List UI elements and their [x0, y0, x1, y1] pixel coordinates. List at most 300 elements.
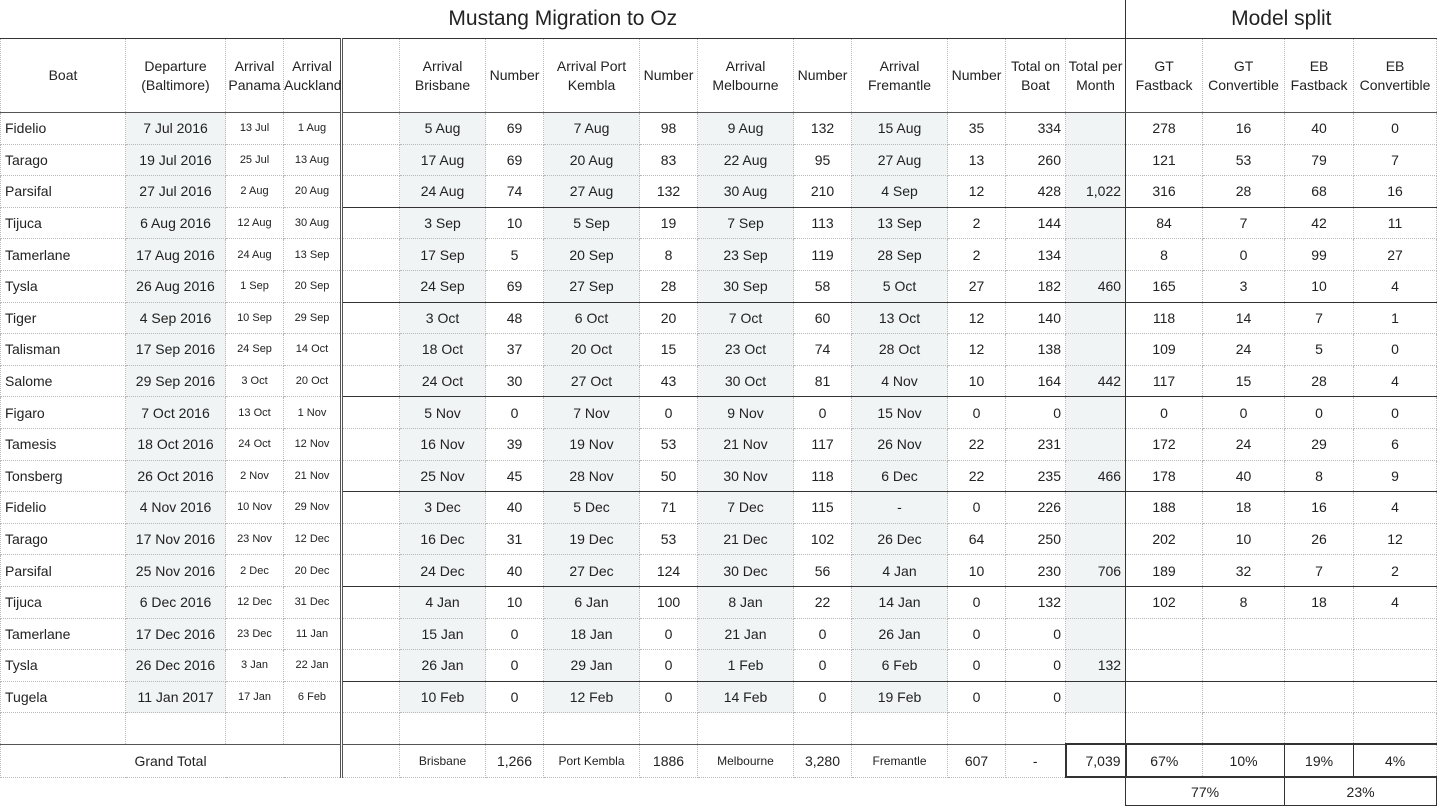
cell-number-brisbane: 5: [486, 239, 544, 271]
cell-number-fremantle: 64: [948, 523, 1006, 555]
cell-number-fremantle: 12: [948, 302, 1006, 334]
cell-number-melbourne: 74: [794, 334, 852, 366]
grand-total-row: [1, 744, 1437, 777]
cell-arrival-melbourne: 9 Aug: [698, 113, 794, 145]
cell-number-port-kembla: 0: [640, 681, 698, 713]
table-row: [1, 365, 1437, 397]
cell-total-per-month: [1066, 239, 1126, 271]
cell-number-melbourne: 0: [794, 618, 852, 650]
header-arrival-brisbane: Arrival Brisbane: [400, 39, 486, 113]
blank-cell: [1126, 713, 1203, 745]
cell-arrival-port-kembla: 7 Nov: [544, 397, 640, 429]
cell-arrival-melbourne: 30 Nov: [698, 460, 794, 492]
cell-arrival-port-kembla: 28 Nov: [544, 460, 640, 492]
blank-cell: [486, 713, 544, 745]
cell-arrival-port-kembla: 7 Aug: [544, 113, 640, 145]
cell-arrival-auckland: 12 Dec: [284, 523, 342, 555]
cell-number-melbourne: 0: [794, 650, 852, 682]
pct-eb-fastback: 19%: [1285, 744, 1354, 777]
cell-departure: 4 Nov 2016: [126, 492, 226, 524]
cell-total-on-boat: 144: [1006, 207, 1066, 239]
cell-total-on-boat: 164: [1006, 365, 1066, 397]
header-gt-convertible: GT Convertible: [1203, 39, 1285, 113]
cell-eb-fastback: [1285, 618, 1354, 650]
cell-number-melbourne: 117: [794, 428, 852, 460]
cell-number-fremantle: 12: [948, 176, 1006, 208]
cell-number-brisbane: 39: [486, 428, 544, 460]
header-gt-fastback: GT Fastback: [1126, 39, 1203, 113]
cell-arrival-port-kembla: 5 Dec: [544, 492, 640, 524]
cell-number-fremantle: 22: [948, 428, 1006, 460]
cell-arrival-port-kembla: 27 Dec: [544, 555, 640, 587]
cell-gt-fastback: 118: [1126, 302, 1203, 334]
cell-departure: 4 Sep 2016: [126, 302, 226, 334]
cell-total-on-boat: 231: [1006, 428, 1066, 460]
cell-number-brisbane: 10: [486, 207, 544, 239]
cell-eb-convertible: 12: [1354, 523, 1437, 555]
cell-arrival-fremantle: 4 Jan: [852, 555, 948, 587]
cell-arrival-port-kembla: 12 Feb: [544, 681, 640, 713]
cell-total-per-month: [1066, 144, 1126, 176]
total-brisbane-label: Brisbane: [400, 744, 486, 777]
cell-arrival-brisbane: 17 Aug: [400, 144, 486, 176]
cell-boat: Fidelio: [1, 492, 126, 524]
cell-boat: Salome: [1, 365, 126, 397]
cell-arrival-auckland: 14 Oct: [284, 334, 342, 366]
table-row: [1, 302, 1437, 334]
cell-gt-fastback: 0: [1126, 397, 1203, 429]
header-number-port-kembla: Number: [640, 39, 698, 113]
cell-arrival-panama: 10 Sep: [226, 302, 284, 334]
page-title: Mustang Migration to Oz: [1, 0, 1126, 39]
cell-eb-convertible: 16: [1354, 176, 1437, 208]
cell-arrival-melbourne: 1 Feb: [698, 650, 794, 682]
cell-total-per-month: [1066, 586, 1126, 618]
cell-arrival-melbourne: 30 Sep: [698, 270, 794, 302]
cell-arrival-port-kembla: 6 Oct: [544, 302, 640, 334]
cell-eb-convertible: 1: [1354, 302, 1437, 334]
cell-number-brisbane: 31: [486, 523, 544, 555]
cell-boat: Tarago: [1, 144, 126, 176]
blank-cell: [342, 713, 400, 745]
cell-total-on-boat: 0: [1006, 681, 1066, 713]
cell-arrival-brisbane: 16 Dec: [400, 523, 486, 555]
cell-eb-fastback: 7: [1285, 302, 1354, 334]
cell-boat: Tamerlane: [1, 618, 126, 650]
table-row: [1, 555, 1437, 587]
cell-number-fremantle: 0: [948, 618, 1006, 650]
cell-arrival-brisbane: 3 Sep: [400, 207, 486, 239]
cell-boat: Tarago: [1, 523, 126, 555]
cell-arrival-auckland: 21 Nov: [284, 460, 342, 492]
cell-number-melbourne: 60: [794, 302, 852, 334]
header-boat: Boat: [1, 39, 126, 113]
cell-gt-convertible: [1203, 650, 1285, 682]
header-spacer: [342, 39, 400, 113]
cell-departure: 7 Oct 2016: [126, 397, 226, 429]
cell-number-brisbane: 37: [486, 334, 544, 366]
cell-arrival-auckland: 30 Aug: [284, 207, 342, 239]
cell-arrival-melbourne: 21 Nov: [698, 428, 794, 460]
cell-number-fremantle: 2: [948, 239, 1006, 271]
cell-gt-fastback: 121: [1126, 144, 1203, 176]
cell-gt-fastback: 178: [1126, 460, 1203, 492]
cell-number-brisbane: 0: [486, 681, 544, 713]
cell-number-brisbane: 10: [486, 586, 544, 618]
blank-cell: [1354, 713, 1437, 745]
cell-gt-convertible: 10: [1203, 523, 1285, 555]
cell-eb-fastback: 0: [1285, 397, 1354, 429]
table-row: [1, 334, 1437, 366]
cell-total-on-boat: 428: [1006, 176, 1066, 208]
cell-total-on-boat: 138: [1006, 334, 1066, 366]
cell-arrival-fremantle: 5 Oct: [852, 270, 948, 302]
cell-total-per-month: [1066, 428, 1126, 460]
row-spacer: [342, 681, 400, 713]
cell-boat: Parsifal: [1, 176, 126, 208]
cell-number-brisbane: 0: [486, 618, 544, 650]
total-port-kembla: 1886: [640, 744, 698, 777]
cell-gt-convertible: 24: [1203, 428, 1285, 460]
cell-arrival-brisbane: 5 Nov: [400, 397, 486, 429]
row-spacer: [342, 334, 400, 366]
cell-number-fremantle: 10: [948, 365, 1006, 397]
cell-arrival-fremantle: 19 Feb: [852, 681, 948, 713]
cell-arrival-panama: 12 Aug: [226, 207, 284, 239]
model-split-title: Model split: [1126, 0, 1437, 39]
cell-total-on-boat: 140: [1006, 302, 1066, 334]
cell-arrival-brisbane: 24 Sep: [400, 270, 486, 302]
cell-eb-convertible: 27: [1354, 239, 1437, 271]
cell-departure: 29 Sep 2016: [126, 365, 226, 397]
cell-arrival-fremantle: 4 Nov: [852, 365, 948, 397]
cell-arrival-auckland: 20 Dec: [284, 555, 342, 587]
row-spacer: [342, 397, 400, 429]
header-total-per-month: Total per Month: [1066, 39, 1126, 113]
cell-number-melbourne: 115: [794, 492, 852, 524]
cell-departure: 27 Jul 2016: [126, 176, 226, 208]
header-arrival-panama: Arrival Panama: [226, 39, 284, 113]
cell-gt-fastback: 188: [1126, 492, 1203, 524]
cell-number-melbourne: 81: [794, 365, 852, 397]
cell-departure: 11 Jan 2017: [126, 681, 226, 713]
cell-number-port-kembla: 100: [640, 586, 698, 618]
cell-arrival-fremantle: -: [852, 492, 948, 524]
cell-number-port-kembla: 28: [640, 270, 698, 302]
blank-cell: [1066, 713, 1126, 745]
table-row: [1, 681, 1437, 713]
cell-total-per-month: [1066, 302, 1126, 334]
total-brisbane: 1,266: [486, 744, 544, 777]
cell-eb-fastback: 40: [1285, 113, 1354, 145]
cell-number-melbourne: 210: [794, 176, 852, 208]
cell-gt-fastback: 316: [1126, 176, 1203, 208]
cell-gt-fastback: 165: [1126, 270, 1203, 302]
cell-number-melbourne: 56: [794, 555, 852, 587]
header-eb-fastback: EB Fastback: [1285, 39, 1354, 113]
cell-gt-convertible: 32: [1203, 555, 1285, 587]
blank-cell: [1285, 713, 1354, 745]
cell-gt-convertible: 0: [1203, 239, 1285, 271]
cell-arrival-melbourne: 22 Aug: [698, 144, 794, 176]
cell-gt-fastback: 172: [1126, 428, 1203, 460]
cell-number-fremantle: 13: [948, 144, 1006, 176]
cell-total-per-month: 1,022: [1066, 176, 1126, 208]
cell-arrival-melbourne: 14 Feb: [698, 681, 794, 713]
cell-eb-convertible: 4: [1354, 492, 1437, 524]
cell-eb-fastback: 5: [1285, 334, 1354, 366]
cell-arrival-port-kembla: 20 Sep: [544, 239, 640, 271]
cell-gt-fastback: 102: [1126, 586, 1203, 618]
cell-number-port-kembla: 0: [640, 397, 698, 429]
model-split-row: [1, 777, 1437, 806]
blank-cell: [794, 713, 852, 745]
cell-eb-convertible: 9: [1354, 460, 1437, 492]
cell-departure: 6 Dec 2016: [126, 586, 226, 618]
cell-boat: Talisman: [1, 334, 126, 366]
cell-number-fremantle: 0: [948, 492, 1006, 524]
cell-gt-fastback: 117: [1126, 365, 1203, 397]
cell-eb-fastback: 7: [1285, 555, 1354, 587]
table-row: [1, 650, 1437, 682]
row-spacer: [342, 113, 400, 145]
cell-eb-fastback: 42: [1285, 207, 1354, 239]
cell-total-on-boat: 226: [1006, 492, 1066, 524]
cell-number-port-kembla: 19: [640, 207, 698, 239]
total-fremantle-label: Fremantle: [852, 744, 948, 777]
cell-gt-convertible: [1203, 618, 1285, 650]
cell-number-melbourne: 0: [794, 681, 852, 713]
blank-cell: [544, 713, 640, 745]
cell-arrival-auckland: 13 Aug: [284, 144, 342, 176]
cell-number-port-kembla: 124: [640, 555, 698, 587]
cell-number-port-kembla: 53: [640, 523, 698, 555]
row-spacer: [342, 460, 400, 492]
cell-total-per-month: [1066, 113, 1126, 145]
cell-boat: Tijuca: [1, 207, 126, 239]
cell-arrival-brisbane: 3 Dec: [400, 492, 486, 524]
cell-arrival-port-kembla: 20 Aug: [544, 144, 640, 176]
cell-total-on-boat: 235: [1006, 460, 1066, 492]
cell-gt-convertible: 24: [1203, 334, 1285, 366]
cell-arrival-auckland: 31 Dec: [284, 586, 342, 618]
cell-arrival-melbourne: 9 Nov: [698, 397, 794, 429]
cell-gt-convertible: 7: [1203, 207, 1285, 239]
cell-total-on-boat: 230: [1006, 555, 1066, 587]
blank-cell: [284, 713, 342, 745]
cell-departure: 26 Aug 2016: [126, 270, 226, 302]
row-spacer: [342, 302, 400, 334]
cell-eb-convertible: 7: [1354, 144, 1437, 176]
cell-arrival-auckland: 20 Oct: [284, 365, 342, 397]
cell-number-brisbane: 40: [486, 492, 544, 524]
cell-total-per-month: 442: [1066, 365, 1126, 397]
row-spacer: [342, 428, 400, 460]
cell-number-fremantle: 0: [948, 397, 1006, 429]
blank-cell: [852, 713, 948, 745]
cell-number-brisbane: 40: [486, 555, 544, 587]
cell-number-melbourne: 132: [794, 113, 852, 145]
cell-arrival-melbourne: 7 Oct: [698, 302, 794, 334]
cell-gt-convertible: 14: [1203, 302, 1285, 334]
header-eb-convertible: EB Convertible: [1354, 39, 1437, 113]
cell-eb-fastback: 8: [1285, 460, 1354, 492]
cell-arrival-fremantle: 28 Oct: [852, 334, 948, 366]
total-per-month: 7,039: [1066, 744, 1126, 777]
cell-eb-fastback: 68: [1285, 176, 1354, 208]
cell-number-brisbane: 0: [486, 650, 544, 682]
cell-eb-fastback: 18: [1285, 586, 1354, 618]
cell-number-fremantle: 0: [948, 681, 1006, 713]
cell-number-port-kembla: 98: [640, 113, 698, 145]
cell-total-per-month: [1066, 523, 1126, 555]
cell-total-on-boat: 0: [1006, 397, 1066, 429]
cell-number-port-kembla: 0: [640, 618, 698, 650]
total-melbourne-label: Melbourne: [698, 744, 794, 777]
pct-gt-convertible: 10%: [1203, 744, 1285, 777]
cell-number-port-kembla: 20: [640, 302, 698, 334]
cell-arrival-panama: 3 Jan: [226, 650, 284, 682]
cell-arrival-panama: 12 Dec: [226, 586, 284, 618]
row-spacer: [342, 492, 400, 524]
cell-arrival-brisbane: 24 Dec: [400, 555, 486, 587]
cell-total-per-month: 706: [1066, 555, 1126, 587]
cell-arrival-auckland: 13 Sep: [284, 239, 342, 271]
cell-number-brisbane: 45: [486, 460, 544, 492]
cell-number-brisbane: 30: [486, 365, 544, 397]
cell-boat: Fidelio: [1, 113, 126, 145]
cell-boat: Tijuca: [1, 586, 126, 618]
cell-number-port-kembla: 83: [640, 144, 698, 176]
cell-boat: Parsifal: [1, 555, 126, 587]
cell-arrival-panama: 2 Dec: [226, 555, 284, 587]
cell-arrival-melbourne: 21 Jan: [698, 618, 794, 650]
cell-boat: Tysla: [1, 270, 126, 302]
cell-arrival-panama: 3 Oct: [226, 365, 284, 397]
cell-arrival-port-kembla: 27 Sep: [544, 270, 640, 302]
row-spacer: [342, 523, 400, 555]
cell-arrival-port-kembla: 5 Sep: [544, 207, 640, 239]
cell-number-melbourne: 22: [794, 586, 852, 618]
cell-eb-convertible: 4: [1354, 365, 1437, 397]
blank-cell: [698, 713, 794, 745]
cell-number-melbourne: 102: [794, 523, 852, 555]
table-row: [1, 492, 1437, 524]
cell-gt-convertible: 53: [1203, 144, 1285, 176]
header-arrival-melbourne: Arrival Melbourne: [698, 39, 794, 113]
cell-boat: Figaro: [1, 397, 126, 429]
cell-arrival-brisbane: 18 Oct: [400, 334, 486, 366]
cell-arrival-panama: 17 Jan: [226, 681, 284, 713]
header-number-melbourne: Number: [794, 39, 852, 113]
cell-arrival-panama: 23 Nov: [226, 523, 284, 555]
cell-gt-convertible: 16: [1203, 113, 1285, 145]
cell-gt-convertible: 28: [1203, 176, 1285, 208]
cell-eb-fastback: 99: [1285, 239, 1354, 271]
blank-cell: [400, 713, 486, 745]
cell-eb-fastback: [1285, 650, 1354, 682]
cell-number-fremantle: 2: [948, 207, 1006, 239]
cell-total-per-month: [1066, 681, 1126, 713]
cell-boat: Tiger: [1, 302, 126, 334]
cell-departure: 17 Dec 2016: [126, 618, 226, 650]
table-row: [1, 144, 1437, 176]
cell-gt-fastback: 84: [1126, 207, 1203, 239]
cell-arrival-fremantle: 13 Sep: [852, 207, 948, 239]
cell-arrival-fremantle: 14 Jan: [852, 586, 948, 618]
cell-eb-convertible: 11: [1354, 207, 1437, 239]
cell-eb-convertible: 2: [1354, 555, 1437, 587]
cell-number-port-kembla: 71: [640, 492, 698, 524]
blank-cell: [226, 713, 284, 745]
cell-eb-fastback: 16: [1285, 492, 1354, 524]
cell-arrival-melbourne: 7 Sep: [698, 207, 794, 239]
cell-total-per-month: 466: [1066, 460, 1126, 492]
cell-total-per-month: [1066, 397, 1126, 429]
table-row: [1, 239, 1437, 271]
cell-arrival-melbourne: 30 Aug: [698, 176, 794, 208]
cell-arrival-port-kembla: 6 Jan: [544, 586, 640, 618]
cell-total-on-boat: 182: [1006, 270, 1066, 302]
cell-eb-fastback: 28: [1285, 365, 1354, 397]
table-row: [1, 397, 1437, 429]
cell-total-per-month: [1066, 334, 1126, 366]
cell-eb-fastback: 26: [1285, 523, 1354, 555]
cell-gt-convertible: 18: [1203, 492, 1285, 524]
blank-cell: [1203, 713, 1285, 745]
cell-number-melbourne: 113: [794, 207, 852, 239]
cell-departure: 18 Oct 2016: [126, 428, 226, 460]
cell-arrival-fremantle: 6 Feb: [852, 650, 948, 682]
cell-arrival-brisbane: 4 Jan: [400, 586, 486, 618]
cell-arrival-brisbane: 15 Jan: [400, 618, 486, 650]
cell-arrival-brisbane: 10 Feb: [400, 681, 486, 713]
total-fremantle: 607: [948, 744, 1006, 777]
cell-arrival-brisbane: 16 Nov: [400, 428, 486, 460]
cell-gt-fastback: 189: [1126, 555, 1203, 587]
gt-total-pct: 77%: [1126, 777, 1285, 806]
cell-arrival-brisbane: 24 Oct: [400, 365, 486, 397]
cell-arrival-panama: 24 Oct: [226, 428, 284, 460]
cell-arrival-fremantle: 15 Aug: [852, 113, 948, 145]
cell-number-brisbane: 69: [486, 113, 544, 145]
cell-eb-convertible: [1354, 650, 1437, 682]
total-spacer: [342, 744, 400, 777]
row-spacer: [342, 207, 400, 239]
cell-number-fremantle: 10: [948, 555, 1006, 587]
cell-arrival-melbourne: 8 Jan: [698, 586, 794, 618]
cell-arrival-auckland: 20 Aug: [284, 176, 342, 208]
cell-number-fremantle: 35: [948, 113, 1006, 145]
cell-number-brisbane: 69: [486, 144, 544, 176]
cell-number-brisbane: 74: [486, 176, 544, 208]
header-total-on-boat: Total on Boat: [1006, 39, 1066, 113]
table-row: [1, 460, 1437, 492]
cell-arrival-fremantle: 13 Oct: [852, 302, 948, 334]
eb-total-pct: 23%: [1285, 777, 1437, 806]
cell-number-port-kembla: 8: [640, 239, 698, 271]
cell-arrival-fremantle: 27 Aug: [852, 144, 948, 176]
cell-gt-fastback: [1126, 650, 1203, 682]
cell-total-per-month: 132: [1066, 650, 1126, 682]
cell-number-fremantle: 22: [948, 460, 1006, 492]
pct-gt-fastback: 67%: [1126, 744, 1203, 777]
row-spacer: [342, 618, 400, 650]
pct-eb-convertible: 4%: [1354, 744, 1437, 777]
blank-cell: [1, 713, 126, 745]
blank-cell: [948, 713, 1006, 745]
total-port-kembla-label: Port Kembla: [544, 744, 640, 777]
